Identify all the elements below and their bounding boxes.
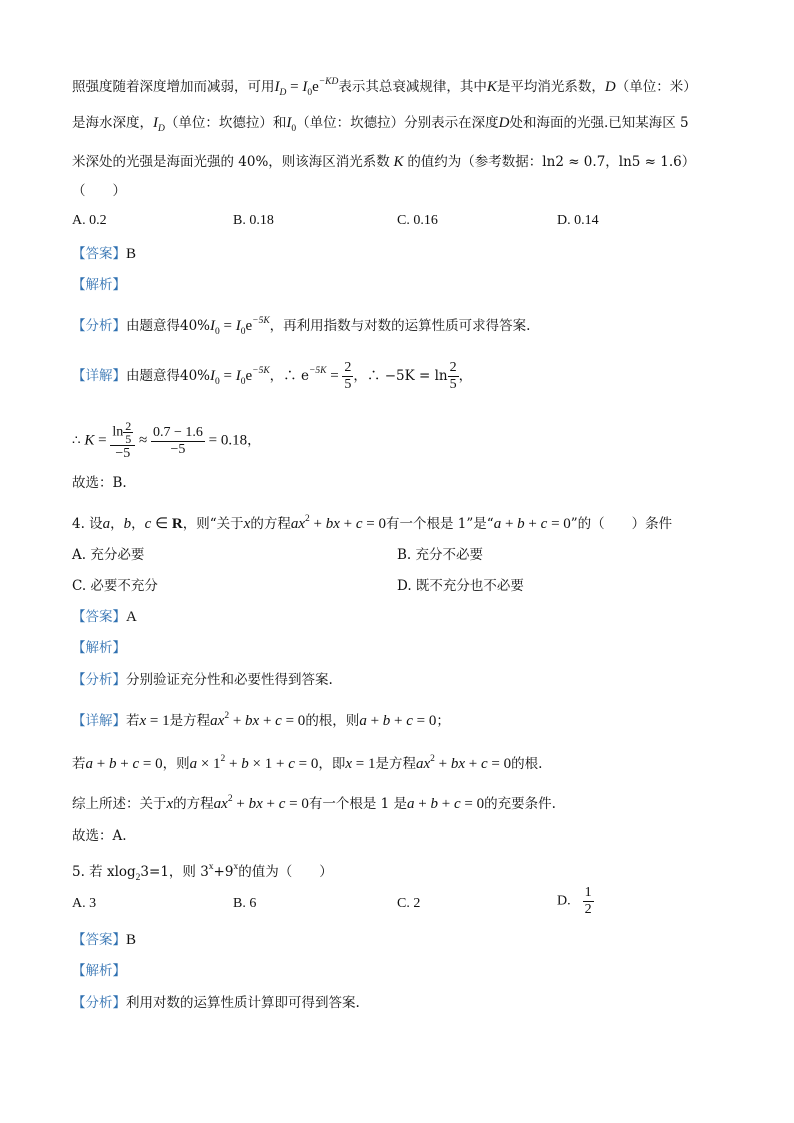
q3-fenxi: 【分析】由题意得$40\%I_0 = I_0e^{-5K}$，再利用指数与对数的运算性质可求得答案. bbox=[72, 316, 531, 337]
q3-option-b: B. 0.18 bbox=[233, 213, 274, 228]
q3-answer: 【答案】B bbox=[72, 246, 137, 262]
q3-option-a: A. 0.2 bbox=[72, 213, 107, 228]
q4-analysis-tag: 【解析】 bbox=[72, 640, 126, 656]
q5-stem: 5. 若 xlog$_2$3=1，则 $3^x+9^x$的值为（ ） bbox=[72, 862, 333, 883]
q5-option-c: C. 2 bbox=[397, 896, 421, 911]
q3-choose: 故选：B. bbox=[72, 475, 127, 491]
q5-option-d: D. $\frac{1}{2}$ bbox=[557, 885, 592, 917]
q5-analysis-tag: 【解析】 bbox=[72, 963, 126, 979]
q5-fenxi: 【分析】利用对数的运算性质计算即可得到答案. bbox=[72, 995, 360, 1011]
q4-xiangjie-line1: 【详解】若x = 1是方程$ax^2$ + bx + c = 0的根，则a + b + c = 0； bbox=[72, 711, 450, 729]
q4-option-d: D. 既不充分也不必要 bbox=[397, 578, 524, 594]
q3-option-d: D. 0.14 bbox=[557, 213, 599, 228]
q3-xiangjie: 【详解】由题意得$40\%I_0 = I_0e^{-5K}$，∴ $e^{-5K}$ = $\frac{2}{5}$ ，∴ −5K = ln $\frac{2}{5}$ ， bbox=[72, 360, 473, 392]
q4-option-b: B. 充分不必要 bbox=[397, 547, 484, 563]
q5-option-a: A. 3 bbox=[72, 896, 97, 911]
q5-answer: 【答案】B bbox=[72, 932, 137, 948]
q4-option-a: A. 充分必要 bbox=[72, 547, 145, 563]
q4-summary: 综上所述：关于x的方程$ax^2$ + bx + c = 0有一个根是 1 是a + b + c = 0的充要条件. bbox=[72, 794, 556, 812]
q3-calculation: ∴ K = ln $\frac{2}{5}$ −5 ≈ $\frac{0.7 - 1.6}{-5}$ = 0.18， bbox=[72, 419, 261, 461]
q3-stem-line1: 照强度随着深度增加而减弱，可用$I_D = I_0e^{-KD}$表示其总衰减规律，其中K是平均消光系数，D（单位：米） bbox=[72, 77, 697, 98]
q3-stem-line2: 是海水深度，$I_D$（单位：坎德拉）和$I_0$（单位：坎德拉）分别表示在深度D处和海面的光强.已知某海区 5 bbox=[72, 115, 689, 134]
q3-analysis-tag: 【解析】 bbox=[72, 277, 126, 293]
q4-option-c: C. 必要不充分 bbox=[72, 578, 158, 594]
q3-option-c: C. 0.16 bbox=[397, 213, 438, 228]
q4-xiangjie-line2: 若a + b + c = 0，则$a \times 1^2 + b \times 1 + c = 0$，即x = 1是方程$ax^2$ + bx + c = 0的根. bbox=[72, 754, 543, 772]
q4-stem: 4. 设a，b，c ∈ R，则“关于x的方程$ax^2$ + bx + c = 0有一个根是 1”是“a + b + c = 0”的（ ）条件 bbox=[72, 514, 673, 532]
q3-paren: （ ） bbox=[72, 183, 126, 199]
q3-stem-line3: 米深处的光强是海面光强的 40%，则该海区消光系数 K 的值约为（参考数据：ln2 ≈ 0.7，ln5 ≈ 1.6） bbox=[72, 154, 696, 170]
q4-fenxi: 【分析】分别验证充分性和必要性得到答案. bbox=[72, 672, 333, 688]
q4-answer: 【答案】A bbox=[72, 609, 137, 625]
q5-option-b: B. 6 bbox=[233, 896, 257, 911]
q4-choose: 故选：A. bbox=[72, 828, 127, 844]
